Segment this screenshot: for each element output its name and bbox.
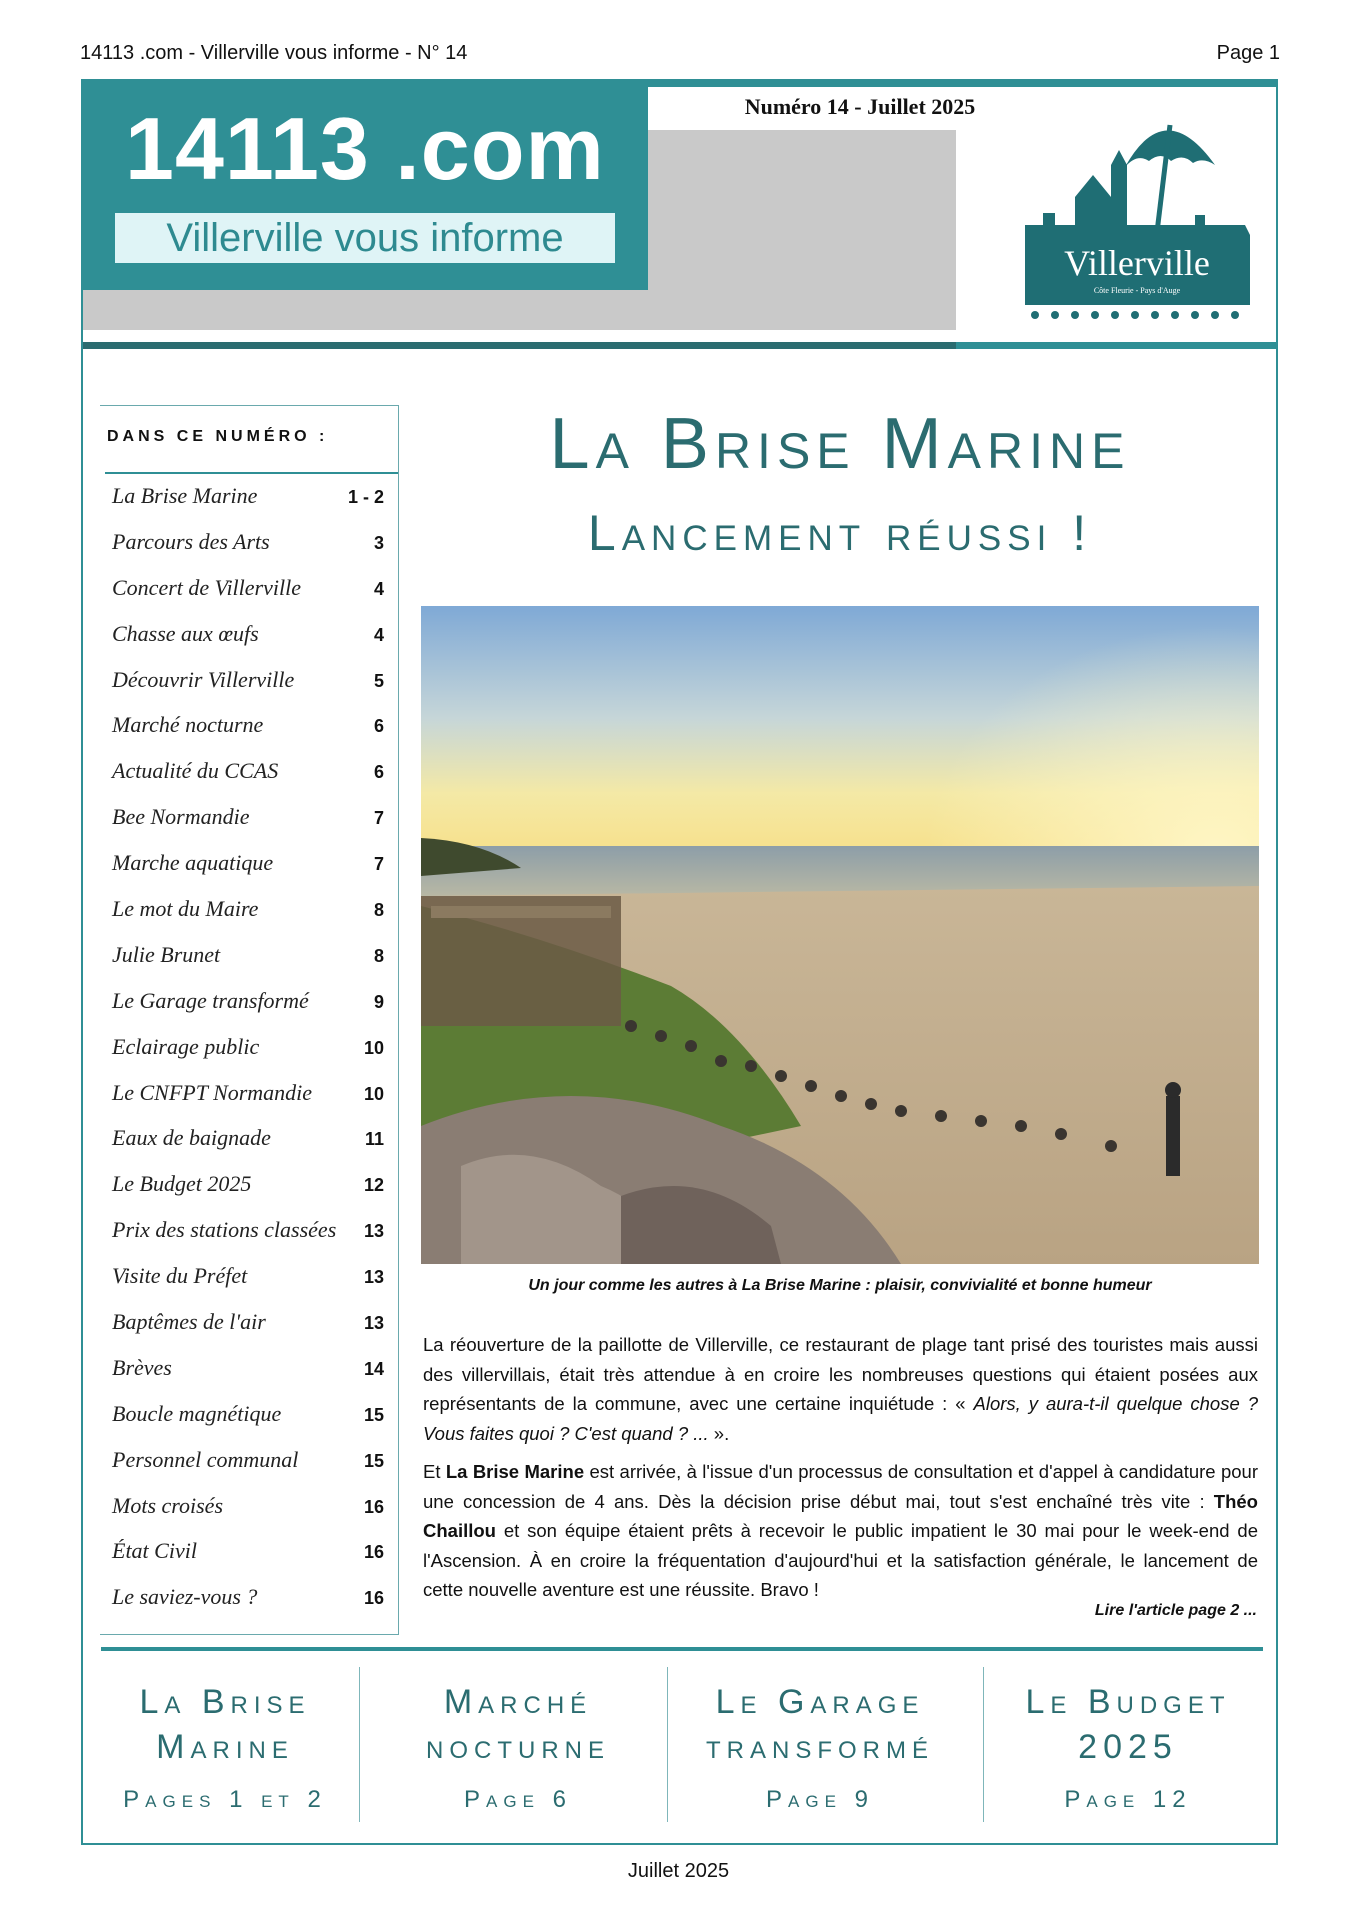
- toc-item-page: 7: [373, 808, 384, 829]
- toc-item-title: Eaux de baignade: [112, 1125, 271, 1151]
- toc-item-title: Concert de Villerville: [112, 574, 301, 600]
- toc-item-page: 13: [363, 1267, 384, 1288]
- quote-text: Alors, y aura-t-il quelque chose ? Vous faites quoi ? C'est quand ? ...: [423, 1393, 1258, 1444]
- paragraph-text: ».: [708, 1422, 730, 1444]
- toc-item-page: 16: [363, 1542, 384, 1563]
- table-of-contents: [100, 405, 399, 1635]
- toc-item-title: Julie Brunet: [112, 941, 221, 967]
- teaser-budget-2025[interactable]: [1008, 1680, 1248, 1814]
- page-footer: Juillet 2025: [627, 1860, 730, 1882]
- toc-item-page: 1 - 2: [347, 487, 384, 507]
- toc-item-page: 15: [363, 1404, 384, 1425]
- toc-item-title: Le saviez-vous ?: [112, 1584, 258, 1610]
- restaurant-name: La Brise Marine: [445, 1461, 585, 1482]
- paragraph-text: et son équipe étaient prêts à recevoir le public impatient le 30 mai pour le week-end de l'Ascension. À en croire la fréquentation d'aujourd'hui et la satisfaction générale, le lancement de cette nouvelle aventure est une réussite. Bravo !: [423, 1520, 1258, 1600]
- toc-item-page: 16: [363, 1496, 384, 1517]
- toc-item-page: 5: [373, 670, 384, 691]
- toc-item-title: Le Budget 2025: [112, 1171, 252, 1197]
- toc-item[interactable]: [112, 799, 392, 845]
- article-subheadline: Lancement réussi !: [587, 505, 1093, 561]
- toc-item[interactable]: [112, 524, 392, 570]
- toc-item[interactable]: [112, 1350, 392, 1396]
- toc-item-title: Découvrir Villerville: [112, 666, 295, 692]
- toc-item-page: 4: [373, 578, 384, 599]
- toc-item-page: 8: [373, 945, 384, 966]
- toc-item-title: État Civil: [112, 1538, 197, 1564]
- paragraph-text: Et: [423, 1461, 446, 1482]
- toc-item[interactable]: [112, 1166, 392, 1212]
- masthead-subtitle: Villerville vous informe: [115, 213, 615, 263]
- toc-item-page: 16: [363, 1588, 384, 1609]
- masthead-title: 14113 .com: [125, 99, 605, 198]
- logo-text: Villerville: [1064, 243, 1210, 283]
- toc-item-title: Marche aquatique: [112, 850, 274, 876]
- toc-item[interactable]: [112, 1396, 392, 1442]
- toc-item[interactable]: [112, 753, 392, 799]
- toc-item-page: 13: [363, 1221, 384, 1242]
- paragraph-text: est arrivée, à l'issue d'un processus de consultation et d'appel à candidature pour une concession de 4 ans. Dès la décision prise début mai, tout s'est enchaîné très vite :: [423, 1461, 1258, 1512]
- teaser-title: Le Garage transformé: [706, 1683, 934, 1766]
- toc-item[interactable]: [112, 478, 392, 524]
- toc-item[interactable]: [112, 937, 392, 983]
- teaser-separator: [359, 1667, 360, 1822]
- toc-item-page: 12: [363, 1175, 384, 1196]
- article-body: [423, 1330, 1258, 1614]
- toc-item-page: 9: [373, 991, 384, 1012]
- teaser-garage-transforme[interactable]: [690, 1680, 950, 1814]
- running-header-left: 14113 .com - Villerville vous informe - N° 14: [80, 42, 468, 64]
- toc-item-title: Prix des stations classées: [112, 1217, 337, 1243]
- toc-item-page: 6: [373, 716, 384, 737]
- article-headline: La Brise Marine: [549, 404, 1131, 484]
- toc-item[interactable]: [112, 1579, 392, 1625]
- toc-item-title: Le Garage transformé: [112, 987, 309, 1013]
- toc-item[interactable]: [112, 1075, 392, 1121]
- toc-item[interactable]: [112, 616, 392, 662]
- header-divider-accent: [956, 342, 1276, 349]
- teaser-marche-nocturne[interactable]: [403, 1680, 633, 1814]
- teaser-page: Page 6: [464, 1786, 572, 1813]
- toc-item[interactable]: [112, 1442, 392, 1488]
- person-name: Théo Chaillou: [423, 1490, 1258, 1541]
- toc-item-page: 10: [363, 1083, 384, 1104]
- toc-item-page: 6: [373, 762, 384, 783]
- toc-item[interactable]: [112, 570, 392, 616]
- teaser-title: La Brise Marine: [139, 1683, 311, 1766]
- toc-item-title: Boucle magnétique: [112, 1400, 282, 1426]
- toc-item-page: 14: [363, 1358, 384, 1379]
- toc-item-title: Eclairage public: [112, 1033, 260, 1059]
- toc-item-page: 7: [373, 854, 384, 875]
- toc-item-page: 11: [364, 1129, 384, 1150]
- teaser-page: Pages 1 et 2: [123, 1786, 327, 1813]
- toc-item-title: Le mot du Maire: [112, 896, 259, 922]
- teaser-separator: [667, 1667, 668, 1822]
- toc-item-title: Visite du Préfet: [112, 1263, 248, 1289]
- teaser-title: Le Budget 2025: [1025, 1683, 1231, 1766]
- toc-item[interactable]: [112, 1258, 392, 1304]
- toc-item[interactable]: [112, 1533, 392, 1579]
- toc-item[interactable]: [112, 1212, 392, 1258]
- toc-item-title: Personnel communal: [112, 1446, 299, 1472]
- toc-item[interactable]: [112, 845, 392, 891]
- paragraph-text: La réouverture de la paillotte de Villerville, ce restaurant de plage tant prisé des touristes mais aussi des villervillais, était très attendue à en croire les nombreuses questions qui étaient posées aux représentants de la commune, avec une certaine inquiétude : «: [423, 1334, 1258, 1414]
- toc-heading: DANS CE NUMÉRO :: [107, 428, 329, 445]
- toc-item[interactable]: [112, 1029, 392, 1075]
- teaser-title: Marché nocturne: [426, 1683, 610, 1766]
- toc-item-title: Brèves: [112, 1354, 172, 1380]
- toc-item-title: Parcours des Arts: [112, 528, 270, 554]
- toc-item-page: 4: [373, 624, 384, 645]
- toc-divider: [105, 472, 398, 474]
- toc-item-title: Chasse aux œufs: [112, 620, 259, 646]
- toc-item-title: Le CNFPT Normandie: [112, 1079, 313, 1105]
- header-divider: [83, 342, 956, 349]
- toc-item[interactable]: [112, 891, 392, 937]
- teaser-page: Page 9: [766, 1786, 874, 1813]
- teaser-page: Page 12: [1064, 1786, 1192, 1813]
- toc-item-page: 3: [373, 532, 384, 553]
- teaser-brise-marine[interactable]: [111, 1680, 339, 1814]
- toc-item-title: La Brise Marine: [112, 483, 258, 508]
- toc-item[interactable]: [112, 1120, 392, 1166]
- article-paragraph: [423, 1330, 1258, 1448]
- teaser-separator: [983, 1667, 984, 1822]
- toc-item[interactable]: [112, 1304, 392, 1350]
- toc-item-title: Mots croisés: [112, 1492, 224, 1518]
- page-number: Page 1: [1216, 42, 1280, 64]
- toc-item-title: Bee Normandie: [112, 804, 250, 830]
- beach-restaurant-photo: [421, 606, 1259, 1264]
- issue-number: Numéro 14 - Juillet 2025: [744, 94, 976, 119]
- toc-item[interactable]: [112, 662, 392, 708]
- toc-item-page: 15: [363, 1450, 384, 1471]
- article-paragraph: [423, 1457, 1258, 1605]
- read-more-link[interactable]: Lire l'article page 2 ...: [1094, 1602, 1257, 1619]
- villerville-logo: [1015, 105, 1260, 325]
- toc-item[interactable]: [112, 1488, 392, 1534]
- toc-item[interactable]: [112, 983, 392, 1029]
- logo-tagline: Côte Fleurie - Pays d'Auge: [1093, 286, 1181, 295]
- toc-item-page: 13: [363, 1313, 384, 1334]
- photo-caption: Un jour comme les autres à La Brise Marine : plaisir, convivialité et bonne humeur: [528, 1277, 1152, 1294]
- toc-item-title: Baptêmes de l'air: [112, 1309, 266, 1335]
- toc-item-page: 8: [373, 900, 384, 921]
- toc-item-page: 10: [363, 1037, 384, 1058]
- toc-list: [112, 478, 392, 1625]
- toc-item-title: Actualité du CCAS: [112, 758, 279, 784]
- teaser-divider: [101, 1647, 1263, 1651]
- toc-item[interactable]: [112, 707, 392, 753]
- toc-item-title: Marché nocturne: [112, 712, 264, 738]
